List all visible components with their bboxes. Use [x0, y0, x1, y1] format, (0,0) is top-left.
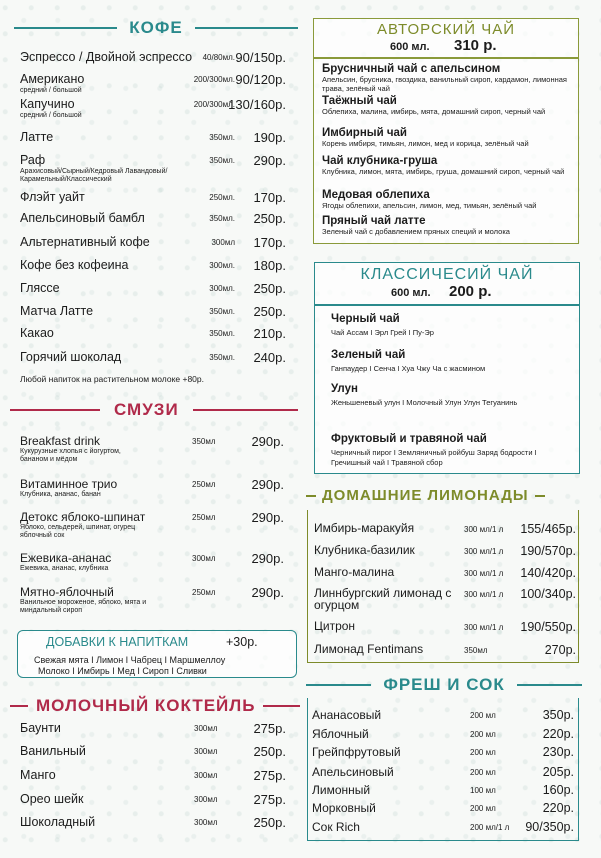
menu-item-name: Баунти	[20, 721, 61, 735]
author-tea-price: 310 р.	[454, 37, 497, 54]
divider	[14, 27, 117, 29]
menu-item-volume: 300мл	[194, 818, 218, 827]
menu-item-name: Матча Латте	[20, 304, 94, 318]
addons-line-2: Молоко I Имбирь I Мед I Сироп I Сливки	[38, 666, 207, 676]
author-tea-volume: 600 мл.	[390, 41, 430, 53]
menu-item-volume: 350мл.	[209, 307, 235, 316]
menu-item-description: Арахисовый/Сырный/Кедровый Лавандовый/Карамельный/Классический	[20, 168, 168, 183]
menu-item-price: 90/120р.	[235, 72, 286, 87]
menu-item-price: 290р.	[251, 477, 284, 492]
tea-name: Таёжный чай	[322, 95, 397, 107]
menu-item-name: Латте	[20, 130, 54, 144]
menu-item-name: Орео шейк	[20, 792, 84, 806]
menu-item-price: 290р.	[251, 551, 284, 566]
divider	[10, 705, 28, 707]
menu-item-price: 100/340р.	[520, 587, 576, 601]
menu-item-name: Альтернативный кофе	[20, 235, 150, 249]
classic-tea-price: 200 р.	[449, 283, 492, 300]
menu-item-volume: 250мл	[192, 480, 216, 489]
menu-item-name: Манго-малина	[314, 565, 395, 579]
menu-item-price: 90/350р.	[525, 820, 574, 834]
menu-item-price: 140/420р.	[520, 566, 576, 580]
menu-item-price: 290р.	[251, 585, 284, 600]
menu-item-volume: 300мл	[194, 724, 218, 733]
menu-item-price: 170р.	[253, 235, 286, 250]
menu-item-name: Манго	[20, 768, 56, 782]
menu-item-name: Клубника-базилик	[314, 543, 415, 557]
tea-description: Корень имбиря, тимьян, лимон, мед и корица, зелёный чай	[322, 139, 529, 148]
fresh-title: ФРЕШ И СОК	[306, 675, 582, 695]
menu-item-price: 130/160р.	[228, 97, 286, 112]
menu-item-volume: 250мл.	[209, 193, 235, 202]
menu-item-name: Флэйт уайт	[20, 190, 85, 204]
menu-item-name: Детокс яблоко-шпинат	[20, 510, 146, 524]
menu-item-name: Раф	[20, 153, 46, 167]
menu-item-volume: 300мл	[192, 554, 216, 563]
divider	[306, 495, 316, 497]
divider	[263, 705, 300, 707]
milkshake-title: МОЛОЧНЫЙ КОКТЕЙЛЬ	[10, 696, 300, 716]
menu-item-price: 220р.	[542, 801, 574, 815]
tea-description: Ягоды облепихи, апельсин, лимон, мед, тимьян, зелёный чай	[322, 201, 537, 210]
menu-item-price: 275р.	[253, 768, 286, 783]
menu-item-name: Мятно-яблочный	[20, 585, 114, 599]
menu-item-name: Яблочный	[312, 727, 369, 741]
menu-item-price: 160р.	[542, 783, 574, 797]
menu-item-volume: 350мл	[464, 646, 488, 655]
menu-item-name: Цитрон	[314, 619, 356, 633]
menu-item-price: 250р.	[253, 211, 286, 226]
divider	[306, 684, 371, 686]
menu-item-price: 250р.	[253, 815, 286, 830]
menu-item-volume: 200 мл/1 л	[470, 823, 510, 832]
menu-item-volume: 300 мл/1 л	[464, 590, 504, 599]
menu-item-description: средний / большой	[20, 87, 82, 94]
menu-item-volume: 350мл	[192, 437, 216, 446]
tea-description: Апельсин, брусника, гвоздика, ванильный сироп, кардамон, лимонная трава, зелёный чай	[322, 75, 567, 93]
menu-item-volume: 300мл	[211, 238, 235, 247]
menu-item-volume: 350мл.	[209, 329, 235, 338]
tea-description: Ганпаудер I Сенча I Хуа Чжу Ча с жасмином	[331, 364, 486, 373]
menu-item-name: Эспрессо / Двойной эспрессо	[20, 50, 193, 64]
menu-item-name: Морковный	[312, 801, 376, 815]
addons-box	[17, 630, 297, 678]
menu-item-description: Кукурузные хлопья с йогуртом, бананом и мёдом	[20, 448, 121, 463]
menu-item-volume: 250мл	[192, 513, 216, 522]
menu-item-description: Ежевика, ананас, клубника	[20, 565, 109, 572]
divider	[315, 304, 579, 306]
smoothie-title: СМУЗИ	[10, 400, 298, 420]
tea-name: Брусничный чай с апельсином	[322, 63, 501, 75]
menu-item-price: 270р.	[544, 643, 576, 657]
coffee-title: КОФЕ	[14, 18, 298, 38]
menu-item-name: Горячий шоколад	[20, 350, 122, 364]
menu-item-name: Шоколадный	[20, 815, 96, 829]
menu-item-price: 220р.	[542, 727, 574, 741]
menu-item-volume: 300мл.	[209, 261, 235, 270]
menu-item-volume: 300мл.	[209, 284, 235, 293]
menu-item-volume: 300 мл/1 л	[464, 547, 504, 556]
menu-item-name: Апельсиновый	[312, 765, 394, 779]
menu-item-volume: 200/300мл.	[193, 100, 235, 109]
menu-item-price: 250р.	[253, 744, 286, 759]
menu-item-name: Капучино	[20, 97, 75, 111]
divider	[10, 409, 100, 411]
menu-item-volume: 200 мл	[470, 768, 496, 777]
menu-item-name: Имбирь-маракуйя	[314, 521, 415, 535]
menu-item-name: Ванильный	[20, 744, 86, 758]
menu-item-volume: 300 мл/1 л	[464, 569, 504, 578]
menu-item-price: 240р.	[253, 350, 286, 365]
menu-item-volume: 250мл	[192, 588, 216, 597]
menu-item-description: средний / большой	[20, 112, 82, 119]
menu-item-price: 180р.	[253, 258, 286, 273]
divider	[517, 684, 582, 686]
tea-description: Зеленый чай с добавлением пряных специй и молока	[322, 227, 510, 236]
tea-name: Пряный чай латте	[322, 215, 426, 227]
menu-item-name: Какао	[20, 326, 54, 340]
addons-price: +30р.	[226, 635, 258, 649]
menu-item-name: Линнбургский лимонад с огурцом	[314, 586, 452, 612]
divider	[195, 27, 298, 29]
author-tea-box	[313, 18, 579, 244]
menu-item-price: 190/570р.	[520, 544, 576, 558]
menu-item-price: 290р.	[251, 510, 284, 525]
menu-item-name: Гляссе	[20, 281, 60, 295]
menu-item-volume: 300 мл/1 л	[464, 525, 504, 534]
divider	[314, 57, 578, 59]
menu-item-name: Ананасовый	[312, 708, 382, 722]
menu-item-volume: 300мл	[194, 771, 218, 780]
menu-item-price: 190р.	[253, 130, 286, 145]
menu-item-volume: 300 мл/1 л	[464, 623, 504, 632]
menu-item-price: 275р.	[253, 721, 286, 736]
lemonade-title: ДОМАШНИЕ ЛИМОНАДЫ	[306, 487, 582, 504]
tea-description: Женьшеневый улун I Молочный Улун Улун Тегуанинь	[331, 398, 518, 407]
classic-tea-box	[314, 262, 580, 474]
menu-item-price: 190/550р.	[520, 620, 576, 634]
tea-description: Чай Ассам I Эрл Грей I Пу-Эр	[331, 328, 434, 337]
menu-item-name: Апельсиновый бамбл	[20, 211, 145, 225]
menu-item-volume: 200/300мл.	[193, 75, 235, 84]
menu-item-description: Ванильное мороженое, яблоко, мята и миндальный сироп	[20, 599, 147, 614]
menu-item-volume: 350мл.	[209, 214, 235, 223]
menu-item-volume: 200 мл	[470, 748, 496, 757]
menu-item-price: 250р.	[253, 281, 286, 296]
menu-item-name: Breakfast drink	[20, 434, 101, 448]
menu-item-name: Лимонный	[312, 783, 371, 797]
addons-line-1: Свежая мята I Лимон I Чабрец I Маршмеллоу	[34, 655, 226, 665]
menu-item-name: Витаминное трио	[20, 477, 118, 491]
menu-item-name: Ежевика-ананас	[20, 551, 112, 565]
menu-item-price: 250р.	[253, 304, 286, 319]
menu-item-name: Лимонад Fentimans	[314, 642, 424, 656]
menu-item-name: Кофе без кофеина	[20, 258, 129, 272]
menu-item-price: 170р.	[253, 190, 286, 205]
menu-item-price: 290р.	[253, 153, 286, 168]
menu-item-volume: 40/80мл.	[202, 53, 235, 62]
coffee-note: Любой напиток на растительном молоке +80р.	[20, 374, 204, 384]
menu-item-volume: 350мл.	[209, 133, 235, 142]
menu-item-price: 90/150р.	[235, 50, 286, 65]
menu-item-volume: 350мл.	[209, 353, 235, 362]
tea-name: Фруктовый и травяной чай	[331, 433, 487, 445]
menu-item-price: 205р.	[542, 765, 574, 779]
author-tea-title: АВТОРСКИЙ ЧАЙ	[376, 21, 516, 38]
menu-item-price: 210р.	[253, 326, 286, 341]
classic-tea-title: КЛАССИЧЕСИЙ ЧАЙ	[360, 266, 534, 283]
menu-item-volume: 200 мл	[470, 730, 496, 739]
menu-item-volume: 350мл.	[209, 156, 235, 165]
divider	[193, 409, 298, 411]
menu-item-description: Клубника, ананас, банан	[20, 491, 101, 498]
menu-item-price: 155/465р.	[520, 522, 576, 536]
menu-item-name: Американо	[20, 72, 85, 86]
menu-item-name: Сок Rich	[312, 820, 360, 834]
divider	[535, 495, 545, 497]
menu-item-volume: 300мл	[194, 747, 218, 756]
menu-item-name: Грейпфрутовый	[312, 745, 401, 759]
menu-item-price: 350р.	[542, 708, 574, 722]
menu-item-description: Яблоко, сельдерей, шпинат, огурец яблочный сок	[20, 524, 136, 539]
menu-item-volume: 200 мл	[470, 804, 496, 813]
menu-item-price: 230р.	[542, 745, 574, 759]
tea-description: Черничный пирог I Земляничный ройбуш Заряд бодрости I Гречишный чай I Травяной сбор	[331, 448, 537, 467]
menu-item-price: 275р.	[253, 792, 286, 807]
classic-tea-volume: 600 мл.	[391, 287, 431, 299]
tea-name: Чай клубника-груша	[322, 155, 438, 167]
menu-item-volume: 200 мл	[470, 711, 496, 720]
addons-title: ДОБАВКИ К НАПИТКАМ	[46, 635, 189, 649]
tea-description: Клубника, лимон, мята, имбирь, груша, домашний сироп, черный чай	[322, 167, 565, 176]
tea-name: Черный чай	[331, 313, 400, 325]
tea-description: Облепиха, малина, имбирь, мята, домашний сироп, черный чай	[322, 107, 546, 116]
tea-name: Зеленый чай	[331, 349, 406, 361]
menu-item-volume: 300мл	[194, 795, 218, 804]
tea-name: Имбирный чай	[322, 127, 407, 139]
tea-name: Улун	[331, 383, 358, 395]
menu-item-price: 290р.	[251, 434, 284, 449]
menu-item-volume: 100 мл	[470, 786, 496, 795]
tea-name: Медовая облепиха	[322, 189, 430, 201]
